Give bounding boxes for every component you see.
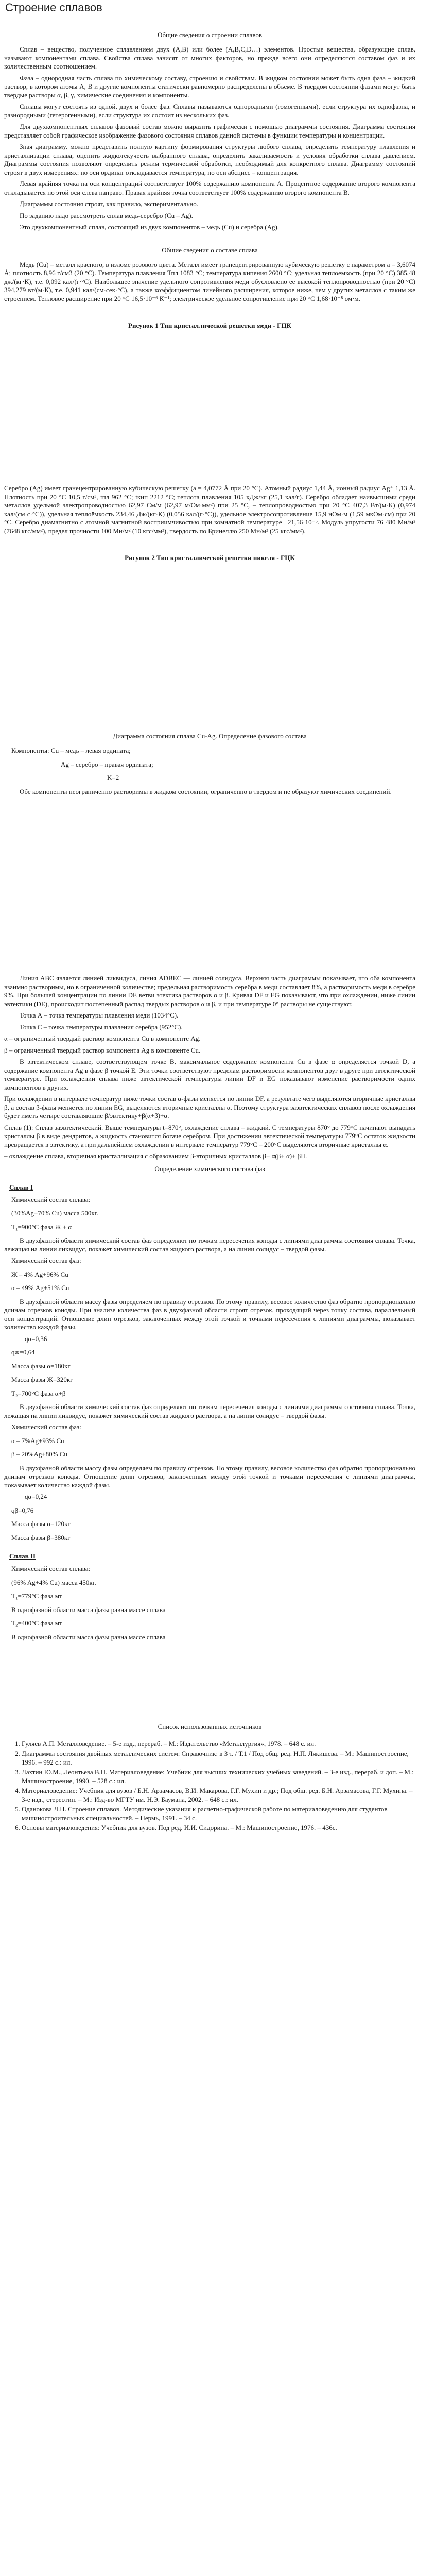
- alloy-2-paragraph: В однофазной области масса фазы равна массе сплава: [11, 1633, 166, 1641]
- alloy-1-phases-title: Химический состав фаз:: [11, 1423, 81, 1431]
- intro-paragraph: Сплавы могут состоять из одной, двух и более фаз. Сплавы называются однородными (гомогенными), если структура их однофазна, и разнородными (гетерогенными), если структура их состоит из нескольких фаз.: [4, 103, 415, 119]
- components-heading: Общие сведения о составе сплава: [162, 246, 258, 254]
- reference-item: 2. Диаграммы состояния двойных металлических систем: Справочник: в 3 т. / Т.1 / Под общ. ред. Н.П. Лякишева. – М.: Машиностроение, 1996. – 992 с.: ил.: [22, 1749, 415, 1767]
- intro-paragraph: Зная диаграмму, можно представить полную картину формирования структуры любого сплава, определить температуру плавления и кристаллизации сплава, оценить жидкотекучесть выбранного сплава, определить закаливаемость и условия обработки сплава давлением. Диаграммы состояния позволяют определить режим термической обработки, необходимый для конкретного сплава. Диаграмму состояний строят в двух измерениях: по оси ординат откладывается температура, по оси абсцисс – концентрация.: [4, 143, 415, 176]
- alloy-1-q-beta: qβ=0,76: [11, 1506, 34, 1514]
- components-line: K=2: [107, 774, 119, 782]
- alloy-1-t2: T₂=700°С фаза α+β: [11, 1389, 66, 1397]
- alloy-1-alpha-2: α – 7%Ag+93% Cu: [11, 1436, 64, 1445]
- alloy-2-composition: (96% Ag+4% Cu) масса 450кг.: [11, 1578, 96, 1586]
- alloy-1-paragraph: В двухфазной области химический состав фаз определяют по точкам пересечения коноды с линиями диаграммы состояния сплава. Точка, лежащая на линии ликвидус, покажет химический состав жидкого раствора, а на линии солидус – твердой фазы.: [4, 1403, 415, 1419]
- components-line: Компоненты: Cu – медь – левая ордината;: [11, 747, 131, 754]
- alloy-1-q-liquid: qж=0,64: [11, 1348, 35, 1356]
- copper-description: Медь (Cu) – металл красного, в изломе розового цвета. Металл имеет гранецентрированную кубическую решетку с параметром a = 3,6074 Å; плотность 8,96 г/см3 (20 °C). Температура плавления Тпл 1083 °C; температура кипения 2600 °C; удельная теплоемкость (при 20 °C) 385,48 дж/(кг·К), т.е. 0,092 кал/(г·°C). Наибольшее значение удельного сопротивления меди обусловлено ее высокой теплопроводностью (при 20 °C) 394,279 вт/(м·К), т.е. 0,941 кал/(см·сек·°C), а также коэффициентом линейного расширения, которое ниже, чем у других металлов с таким же строением. Тепловое расширение при 20 °C 16,5·10⁻⁶ К⁻¹; электрическое удельное сопротивление при 20 °C 1,68·10⁻⁸ ом·м.: [4, 260, 415, 302]
- references-list: [4, 1739, 415, 1832]
- alloy-1-phases-title: Химический состав фаз:: [11, 1257, 81, 1264]
- diagram-paragraph: β – ограниченный твердый раствор компонента Ag в компоненте Cu.: [4, 1046, 201, 1054]
- page-title: Строение сплавов: [5, 1, 102, 14]
- intro-paragraph: Это двухкомпонентный сплав, состоящий из двух компонентов – медь (Cu) и серебра (Ag).: [20, 223, 280, 231]
- spacer: [4, 1647, 415, 1708]
- intro-paragraph: Фаза – однородная часть сплава по химическому составу, строению и свойствам. В жидком состоянии может быть одна фаза – жидкий раствор, в котором атомы A, B и другие компоненты статически равномерно распределены в объеме. В твердом состоянии фазами могут быть твердые растворы α, β, γ, химические соединения и компоненты.: [4, 74, 415, 99]
- figure-1-caption: Рисунок 1 Тип кристаллической решетки меди - ГЦК: [128, 321, 291, 329]
- reference-item: 4. Материаловедение: Учебник для вузов / Б.Н. Арзамасов, В.И. Макарова, Г.Г. Мухин и др.; Под общ. ред. Б.Н. Арзамасова, Г.Г. Мухина. – 3-е изд., стереотип. – М.: Изд-во МГТУ им. Н.Э. Баумана, 2002. – 648 с.: ил.: [22, 1786, 415, 1804]
- reference-item: 3. Лахтин Ю.М., Леонтьева В.П. Материаловедение: Учебник для высших технических учебных заведений. – 3-е изд., перераб. и доп. – М.: Машиностроение, 1990. – 528 с.: ил.: [22, 1768, 415, 1785]
- diagram-heading: Диаграмма состояния сплава Cu-Ag. Определение фазового состава: [113, 732, 307, 740]
- alloy-1-paragraph: В двухфазной области химический состав фаз определяют по точкам пересечения коноды с линиями диаграммы состояния сплава. Точка, лежащая на линии ликвидус, покажет химический состав жидкого раствора, а на линии солидус – твердой фазы.: [4, 1236, 415, 1253]
- diagram-paragraph: В эвтектическом сплаве, соответствующем точке В, максимальное содержание компонента Cu в фазе α определяется точкой D, а содержание компонента Ag в фазе β точкой Е. Эти точки соответствуют пределам растворимости компонентов друг в друге при эвтектической температуре. При охлаждении сплава ниже эвтектической температуры линии DF и EG показывают изменение растворимости одних компонентов в других.: [4, 1058, 415, 1091]
- alloy-1-mass-alpha-2: Масса фазы α=120кг: [11, 1520, 71, 1528]
- intro-paragraph: Левая крайняя точка на оси концентраций соответствует 100% содержанию компонента А. Процентное содержание второго компонента откладывается по этой оси слева направо. Правая крайняя точка соответствует 100% содержанию второго компонента В.: [4, 180, 415, 196]
- alloy-1-alpha: α – 49% Ag+51% Cu: [11, 1284, 69, 1292]
- reference-item: 6. Основы материаловедения: Учебник для вузов. Под ред. И.И. Сидорина. – М.: Машиностроение, 1976. – 436с.: [22, 1823, 415, 1832]
- document-page: [0, 1, 436, 2576]
- alloy-1-paragraph: В двухфазной области массу фазы определяем по правилу отрезков. По этому правилу, весовое количество фаз обратно пропорционально длинам отрезков коноды. Отношение длин отрезков, заключенных между этой точкой и точками пересечения с линиями диаграммы, показывает количество каждой фазы.: [4, 1464, 415, 1489]
- alloy-1-liquid: Ж – 4% Ag+96% Cu: [11, 1270, 68, 1278]
- alloy-2-t1: T₁=779°С фаза мт: [11, 1592, 62, 1600]
- alloy-2-label: Сплав II: [9, 1552, 36, 1560]
- alloy-2-chem: Химический состав сплава:: [11, 1565, 91, 1572]
- alloy-1-composition: (30%Ag+70% Cu) масса 500кг.: [11, 1209, 98, 1217]
- diagram-paragraph: – охлаждение сплава, вторичная кристаллизация с образованием β-вторичных кристаллов β+ α(β+ α)+ βII.: [4, 1152, 307, 1160]
- references-title: Список использованных источников: [158, 1723, 262, 1731]
- reference-item: 1. Гуляев А.П. Металловедение. – 5-е изд., перераб. – М.: Издательство «Металлургия», 1978. – 648 с. ил.: [22, 1739, 415, 1748]
- alloy-2-t2: T₂=400°С фаза мт: [11, 1619, 62, 1627]
- components-line: Ag – серебро – правая ордината;: [61, 760, 153, 768]
- intro-paragraph: По заданию надо рассмотреть сплав медь-серебро (Cu – Ag).: [20, 211, 193, 219]
- alloy-1-beta: β – 20%Ag+80% Cu: [11, 1450, 67, 1458]
- intro-paragraph: Диаграммы состояния строят, как правило, экспериментально.: [20, 200, 199, 208]
- alloy-1-label: Сплав I: [9, 1183, 33, 1191]
- alloy-1-q-alpha: qα=0,36: [25, 1334, 47, 1343]
- alloy-1-paragraph: В двухфазной области массу фазы определяем по правилу отрезков. По этому правилу, весовое количество фаз обратно пропорционально длинам отрезков коноды. При анализе количества фаз в двухфазной области строят отрезок, проходящий через точку состава, параллельный оси концентраций. Отношение длин отрезков, заключенных между этой точкой и точками пересечения с линиями диаграммы, показывает количество каждой фазы.: [4, 1297, 415, 1331]
- alloy-1-temp: T₁=900°С фаза Ж + α: [11, 1223, 72, 1231]
- diagram-paragraph: Линия АВС является линией ликвидуса, линия АDBEC — линией солидуса. Верхняя часть диаграммы показывает, что оба компонента взаимно растворимы, но в ограниченной количестве; предельная растворимость серебра в меди составляет 8%, а растворимость меди в серебре 9%. При большей концентрации по линии DE ветви этектика растворов α и β. Кривая DF и EG показывают, что при охлаждении, ниже линии эвтектики (DE), происходит постепенный распад твердых растворов α и β, и при температуре 0° растворы не существуют.: [4, 974, 415, 1008]
- alloy-1-mass-beta: Масса фазы β=380кг: [11, 1533, 71, 1541]
- alloy-1-mass-liquid: Масса фазы Ж=320кг: [11, 1376, 73, 1383]
- intro-paragraph: Для двухкомпонентных сплавов фазовый состав можно выразить графически с помощью диаграммы состояния. Диаграмма состояния представляет собой графическое изображение фазового состояния сплавов данной системы в функции температуры и концентрации.: [4, 123, 415, 139]
- reference-item: 5. Оданокова Л.П. Строение сплавов. Методические указания к расчетно-графической работе по материаловедению для студентов машиностроительных специальностей. – Пермь, 1991. – 34 с.: [22, 1805, 415, 1822]
- diagram-paragraph: При охлаждении в интервале температур ниже точки состав α-фазы меняется по линии DF, а результате чего выделяются вторичные кристаллы β, а состав β-фазы меняется по линии EG, выделяются вторичные кристаллы α. Поэтому структура заэвтектических сплавов после охлаждения будет иметь четыре составляющие β/эвтектику+β(α+β)+α.: [4, 1095, 415, 1120]
- intro-heading: Общие сведения о строении сплавов: [157, 31, 263, 39]
- intro-paragraph: Сплав – вещество, полученное сплавлением двух (A,B) или более (A,B,C,D…) элементов. Простые вещества, образующие сплав, называют компонентами сплава. Свойства сплава зависят от многих факторов, но прежде всего они определяются составом фаз и их количественным соотношением.: [4, 45, 415, 70]
- diagram-paragraph: Точка С – точка температуры плавления серебра (952°С).: [20, 1023, 183, 1031]
- diagram-space: [4, 799, 415, 974]
- phase-composition-heading: Определение химического состава фаз: [154, 1164, 265, 1173]
- diagram-paragraph: Сплав (1): Сплав заэвтектический. Выше температуры t=870°, охлаждение сплава – жидкий. С температуры 870° до 779°С начинают выпадать кристаллы β в виде дендритов, а жидкость становится богаче серебром. При достижении эвтектической температуры 779°С остаток жидкости превращается в эвтектику, а при дальнейшем охлаждении в интервале температур 779°С – 200°С выделяются вторичные кристаллы α.: [4, 1123, 415, 1148]
- diagram-paragraph: α – ограниченный твердый раствор компонента Cu в компоненте Ag.: [4, 1035, 201, 1042]
- alloy-1-q-alpha-2: qα=0,24: [25, 1493, 47, 1500]
- figure-2-caption: Рисунок 2 Тип кристаллической решетки никеля - ГЦК: [125, 554, 295, 562]
- alloy-1-chem: Химический состав сплава:: [11, 1195, 91, 1204]
- diagram-paragraph: Точка А – точка температуры плавления меди (1034°С).: [20, 1011, 179, 1019]
- silver-description: Серебро (Ag) имеет гранецентрированную кубическую решетку (a = 4,0772 Å при 20 °C). Атомный радиус 1,44 Å, ионный радиус Ag⁺ 1,13 Å. Плотность при 20 °C 10,5 г/см³, tпл 962 °C; tкип 2212 °C; теплота плавления 105 кДж/кг (25,1 кал/г). Серебро обладает наивысшими среди металлов удельной электропроводностью 62,97 См/м (62,97 м/Ом·мм²) при 25 °C, – теплопроводностью при 20 °C 407,3 Вт/(м·К) (0,974 кал/(см·с·°C)), удельная теплоёмкость 234,46 Дж/(кг·К) (0,056 кал/(г·°C)), удельное электросопротивление 15,9 нОм·м (1,59 мкОм·см) при 20 °C. Серебро диамагнитно с атомной магнитной восприимчивостью при комнатной температуре −21,56·10⁻⁶. Модуль упругости 76 480 Мн/м² (7648 кгс/мм²), предел прочности 100 Мн/м² (10 кгс/мм²), твердость по Бринеллю 250 Мн/м² (25 кгс/мм²).: [4, 484, 415, 535]
- alloy-1-mass-alpha: Масса фазы α=180кг: [11, 1362, 71, 1370]
- alloy-2-paragraph: В однофазной области масса фазы равна массе сплава: [11, 1605, 166, 1614]
- diagram-paragraph: Обе компоненты неограниченно растворимы в жидком состоянии, ограниченно в твердом и не образуют химических соединений.: [20, 787, 392, 795]
